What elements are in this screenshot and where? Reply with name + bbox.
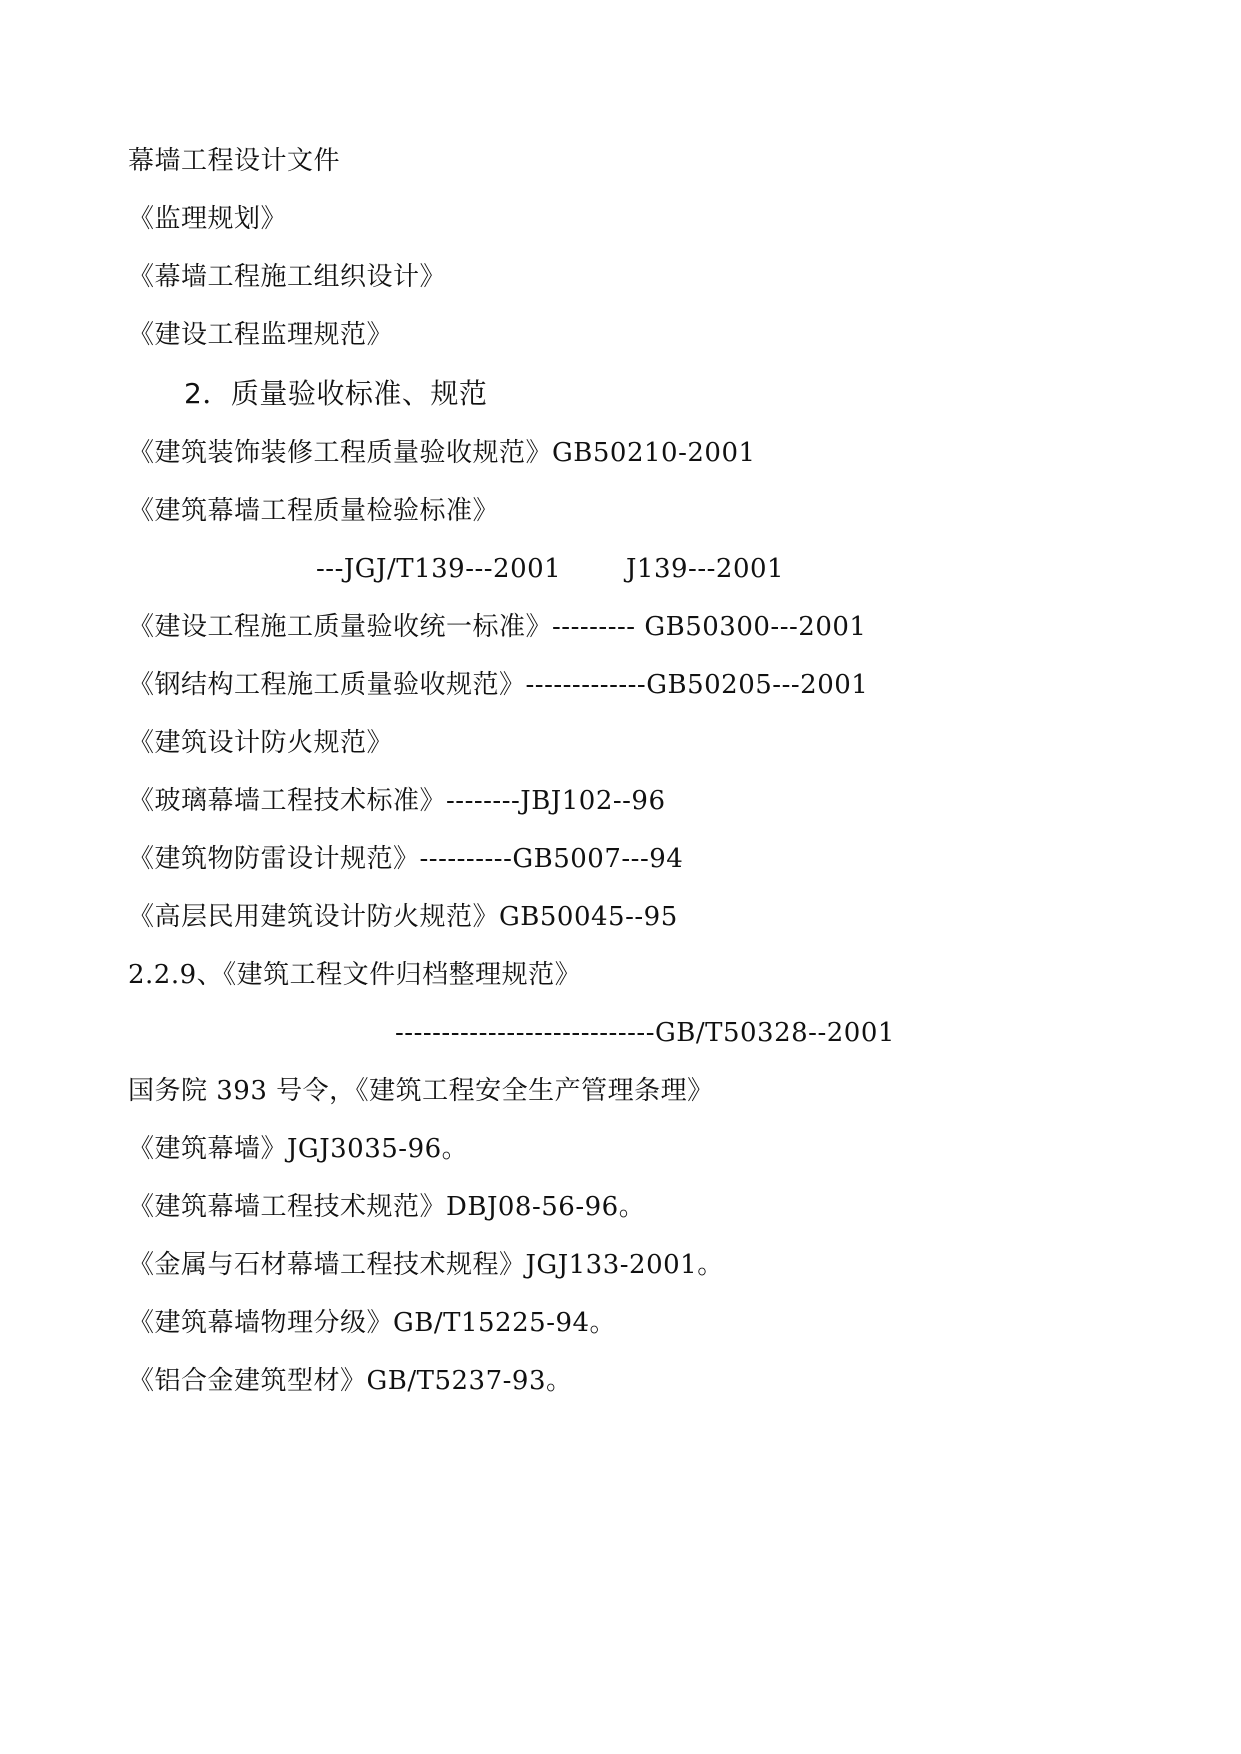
standard-line: 《建筑幕墙物理分级》GB/T15225-94。 <box>128 1308 617 1338</box>
standard-code-line: ---JGJ/T139---2001 <box>316 554 562 584</box>
supervision-standard-line: 《建设工程监理规范》 <box>128 320 394 350</box>
standard-code-line: J139---2001 <box>626 554 785 584</box>
standard-line: 《玻璃幕墙工程技术标准》--------JBJ102--96 <box>128 786 666 816</box>
standard-line: 《建筑幕墙》JGJ3035-96。 <box>128 1134 469 1164</box>
standard-line: 《建筑物防雷设计规范》----------GB5007---94 <box>128 844 684 874</box>
standard-line: 《金属与石材幕墙工程技术规程》JGJ133-2001。 <box>128 1250 724 1280</box>
standard-line: 《建筑设计防火规范》 <box>128 728 394 758</box>
standard-line: 《建筑装饰装修工程质量验收规范》GB50210-2001 <box>128 438 756 468</box>
standard-code-line: ----------------------------GB/T50328--2001 <box>395 1018 895 1048</box>
standard-line: 国务院 393 号令，《建筑工程安全生产管理条理》 <box>128 1076 714 1106</box>
standard-line: 《建筑幕墙工程技术规范》DBJ08-56-96。 <box>128 1192 646 1222</box>
standard-line: 2.2.9、《建筑工程文件归档整理规范》 <box>128 960 582 990</box>
standard-line: 《钢结构工程施工质量验收规范》-------------GB50205---2001 <box>128 670 869 700</box>
standard-line: 《铝合金建筑型材》GB/T5237-93。 <box>128 1366 573 1396</box>
standard-line: 《高层民用建筑设计防火规范》GB50045--95 <box>128 902 678 932</box>
design-files-line: 幕墙工程设计文件 <box>128 146 341 176</box>
supervision-plan-line: 《监理规划》 <box>128 204 288 234</box>
standard-line: 《建设工程施工质量验收统一标准》--------- GB50300---2001 <box>128 612 867 642</box>
section-heading: 2．质量验收标准、规范 <box>184 377 488 410</box>
standard-line: 《建筑幕墙工程质量检验标准》 <box>128 496 500 526</box>
construction-organization-design-line: 《幕墙工程施工组织设计》 <box>128 262 447 292</box>
